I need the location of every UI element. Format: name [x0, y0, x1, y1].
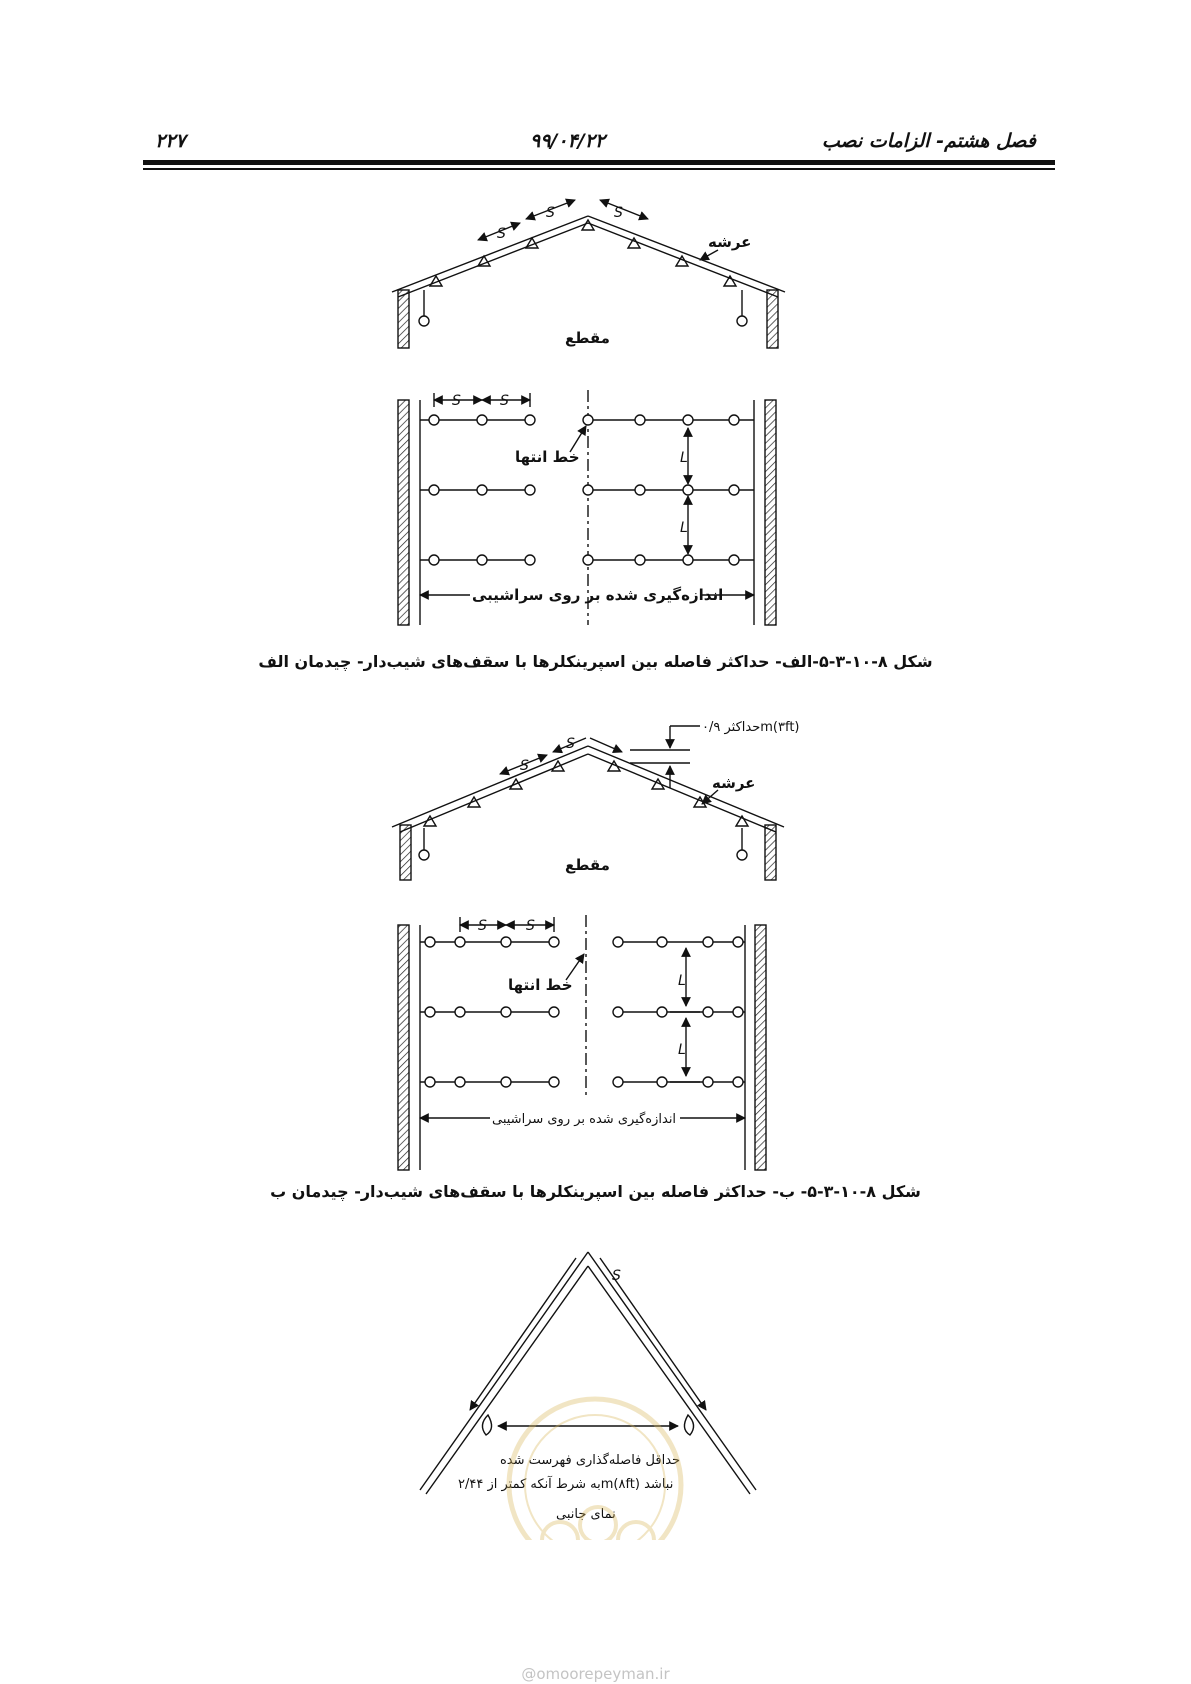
- watermark-site: @omoorepeyman.ir: [521, 1665, 670, 1683]
- header-rule-thick: [143, 160, 1055, 165]
- figure-a-s-label: S: [497, 226, 506, 242]
- figure-c-diagram: [0, 1240, 1191, 1540]
- figure-b-s-label-2: S: [566, 736, 575, 752]
- figure-a-caption: شکل ۸-۱۰-۳-۵-الف- حداکثر فاصله بین اسپرینکلرها با سقف‌های شیب‌دار- چیدمان الف: [258, 652, 933, 671]
- figure-b-l-label-2: L: [678, 1042, 686, 1058]
- figure-c-side-view-label: نمای جانبی: [556, 1507, 616, 1522]
- figure-a-measured-label: اندازه‌گیری شده بر روی سراشیبی: [472, 586, 724, 604]
- chapter-title: فصل هشتم- الزامات نصب: [821, 130, 1036, 152]
- figure-b-s-label: S: [520, 758, 529, 774]
- figure-a-s-label-3: S: [614, 205, 623, 221]
- figure-a-l-label-2: L: [680, 520, 688, 536]
- figure-b-max-label: حداکثر ۰/۹m(۳ft): [702, 720, 800, 735]
- figure-b-plan-s-label-2: S: [526, 918, 535, 934]
- figure-a-plan-s-label-2: S: [500, 393, 509, 409]
- figure-b-plan-s-label: S: [478, 918, 487, 934]
- figure-a-plan-s-label: S: [452, 393, 461, 409]
- figure-c-s-label: S: [612, 1268, 621, 1284]
- figure-b-section-label: مقطع: [565, 856, 610, 874]
- figure-c-min-label-2: به شرط آنکه کمتر از ۲/۴۴m(۸ft) نباشد: [458, 1477, 674, 1492]
- figure-c-min-label-1: حداقل فاصله‌گذاری فهرست شده: [500, 1453, 681, 1468]
- header-rule-thin: [143, 168, 1055, 170]
- page-number: ۲۲۷: [155, 130, 186, 152]
- figure-b-caption: شکل ۸-۱۰-۳-۵- ب- حداکثر فاصله بین اسپرینکلرها با سقف‌های شیب‌دار- چیدمان ب: [270, 1182, 921, 1201]
- figure-b-measured-label: اندازه‌گیری شده بر روی سراشیبی: [492, 1112, 677, 1127]
- figure-b-diagram: [0, 710, 1191, 1180]
- figure-a-s-label-2: S: [546, 205, 555, 221]
- figure-b-l-label: L: [678, 973, 686, 989]
- figure-b-end-line-label: خط انتها: [508, 976, 573, 994]
- figure-a-diagram: [0, 190, 1191, 650]
- header-date: ۹۹/۰۴/۲۲: [530, 130, 606, 152]
- figure-a-deck-label: عرشه: [708, 233, 752, 251]
- figure-b-deck-label: عرشه: [712, 774, 756, 792]
- figure-a-end-line-label: خط انتها: [515, 448, 580, 466]
- figure-a-l-label: L: [680, 450, 688, 466]
- figure-a-section-label: مقطع: [565, 329, 610, 347]
